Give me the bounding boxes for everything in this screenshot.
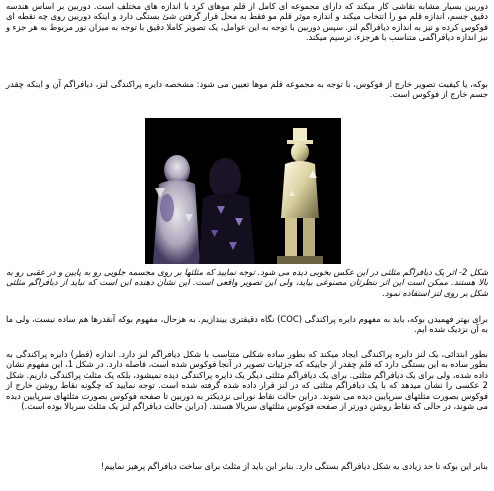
paragraph-bokeh-definition: بوکه، یا کیفیت تصویر خارج از فوکوس، با توجه به مجموعه قلم موها تعیین می شود: مشخصه دایره پراکندگی لنز، دیافراگم آن و اینکه چقدر جسم خارج از فوکوس است. <box>6 79 488 100</box>
figure-caption: شکل 2- اثر یک دیافراگم مثلثی در این عکس بخوبی دیده می شود. توجه نمایید که مثلثها بر روی مجسمه جلویی رو به پایین و در عقبی رو به بالا هستند. ممکن است این اثر بنظرتان مصنوعی بیاید، ولی این تصویر واقعی است. این نشان دهنده این است که نباید از دیافراگم مثلثی شکل بر روی لنز استفاده نمود. <box>6 267 488 298</box>
statue-photo-image <box>145 118 341 264</box>
figure-triangular-aperture-photo <box>145 118 341 264</box>
paragraph-circle-of-confusion: بطور ابتدائی، یک لنز دایره پراکندگی ایجاد میکند که بطور ساده شکلی متناسب با شکل دیافراگم لنز دارد. اندازه (قطر) دایره پراکندگی به بطور ساده به این بستگی دارد که قلم چقدر از جاییکه که جزئیات تصویر در آنجا فوکوس شده است، فاصله دارد. در شکل 1، این مفهوم نشان داده شده، ولی برای یک دیافراگم مثلثی. برای یک دیافراگم مثلثی دیگر یک دایره پراکندگی دیده نمیشود، بلکه یک مثلث پراکندگی داریم. شکل 2 عکسی را نشان میدهد که با یک دیافراگم مثلثی که در لنز قرار داده شده گرفته شده است. توجه نمایید که چگونه نقاط روشن خارج از فوکوس بصورت مثلثهای سرپایین دیده می شوند. دراین حالت نقاط نورانی نزدیکتر به دوربین تا صفحه فوکوس بصورت مثلثهای سرپایین دیده می شوند، در حالی که نقاط روشن دورتر از صفحه فوکوس مثلثهای سربالا هستند. (دراین حالت دیافراگم لنز یک مثلث سربالا بوده است.) <box>6 349 489 412</box>
paragraph-coc-concept: برای بهتر فهمیدن بوکه، باید به مفهوم دایره پراکندگی (COC) نگاه دقیقتری بیندازیم. به هرحال، مفهوم بوکه آنقدرها هم ساده نیست، ولی ما به آن نزدیک شده ایم. <box>6 314 488 335</box>
paragraph-intro: دوربین بسیار مشابه نقاشی کار میکند که دارای مجموعه ای کامل از قلم موهای کرد با اندازه های مختلف است. دوربین بر اساس هندسه دقیق جسم، اندازه قلم مو را انتخاب میکند و اندازه موثر قلم مو فقط به محل قرار گرفتن شئ بستگی دارد و اینکه دوربین روی چه نقطه ای فوکوس کرده و نیز به اندازه دیافراگم لنز. سپس دوربین با توجه به این عوامل، یک تصویر کاملا دقیق با توجه به میزان نور مربوط به هر جزء و نیز اندازه دیافراگمی متناسب با هرجزء، ترسیم میکند. <box>6 1 488 43</box>
paragraph-conclusion: بنابر این بوکه تا حد زیادی به شکل دیافراگم بستگی دارد. بنابر این باید از مثلث برای ساخت دیافراگم پرهیز نماییم! <box>100 461 488 471</box>
